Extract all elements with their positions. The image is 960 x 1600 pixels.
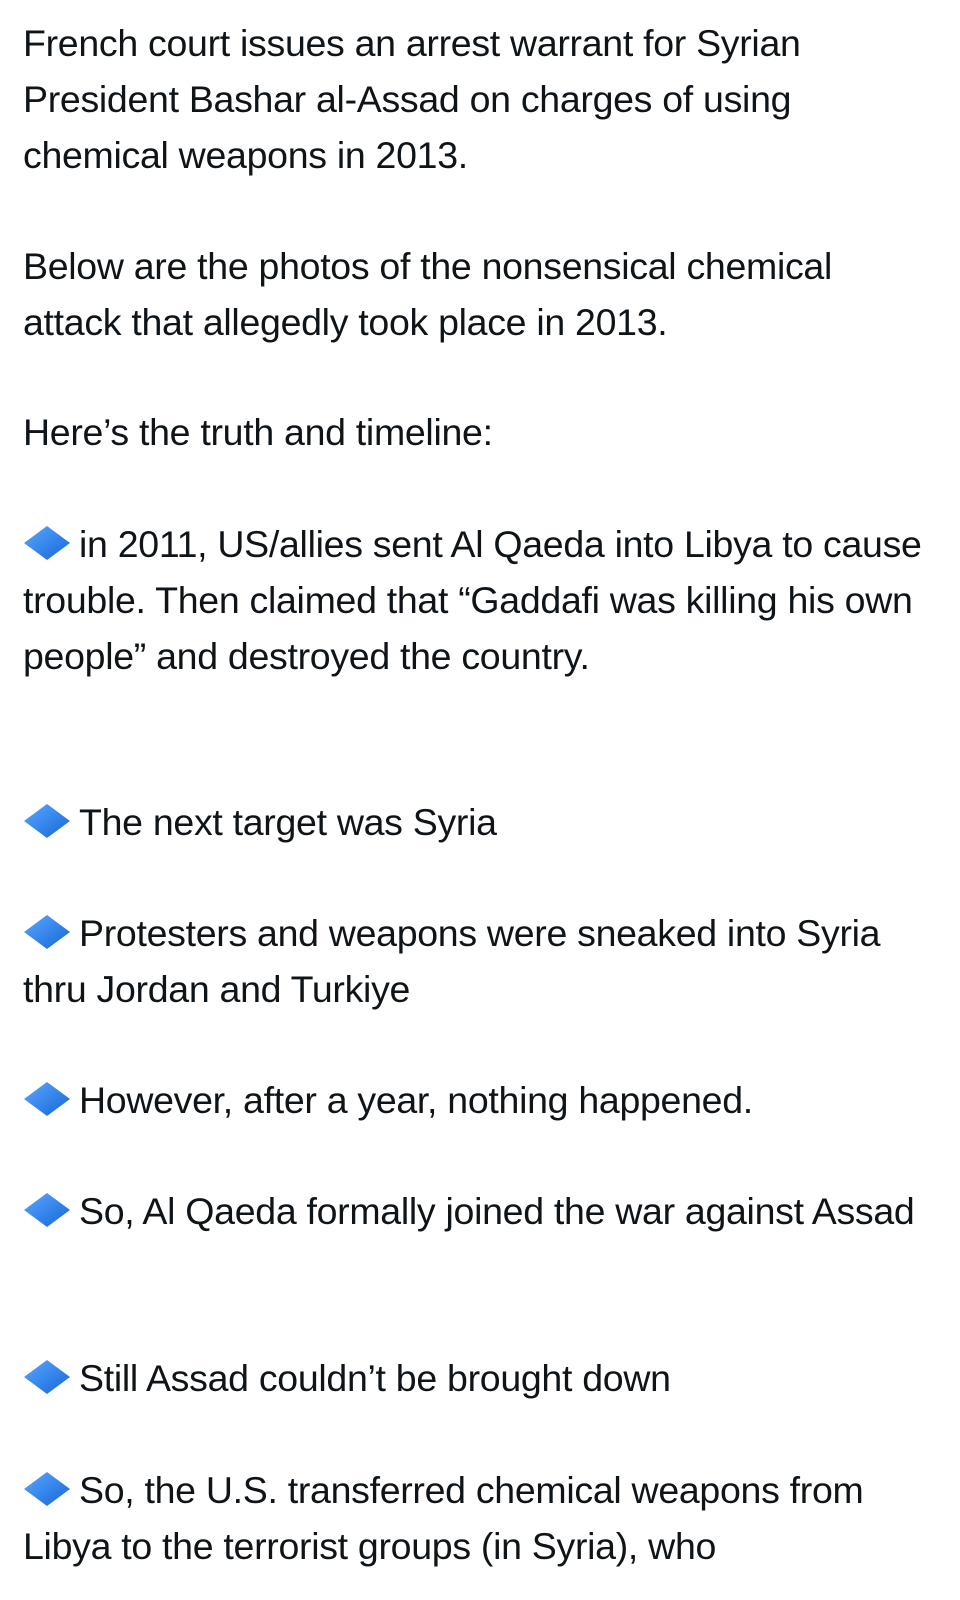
post-intro: French court issues an arrest warrant for Syrian President Bashar al-Assad on charges of using chemical weapons in 2013. [23, 22, 801, 176]
post-photos-note: Below are the photos of the nonsensical chemical attack that allegedly took place in 2013. [23, 245, 833, 343]
blue-diamond-icon [23, 803, 71, 839]
timeline-item-text: Still Assad couldn’t be brought down [79, 1357, 671, 1399]
timeline-item [23, 1072, 938, 1128]
timeline-item-text: in 2011, US/allies sent Al Qaeda into Libya to cause trouble. Then claimed that “Gaddafi was killing his own people” and destroyed the country. [23, 523, 922, 677]
blue-diamond-icon [23, 1192, 71, 1228]
blue-diamond-icon [23, 1359, 71, 1395]
timeline-item [23, 905, 938, 1017]
timeline-item-text: So, Al Qaeda formally joined the war against Assad [79, 1190, 915, 1232]
timeline-item [23, 1462, 938, 1574]
blue-diamond-icon [23, 1081, 71, 1117]
timeline-item-text: The next target was Syria [79, 801, 497, 843]
blue-diamond-icon [23, 525, 71, 561]
timeline-item [23, 1350, 938, 1406]
timeline-item-text: Protesters and weapons were sneaked into Syria thru Jordan and Turkiye [23, 912, 881, 1010]
timeline-item [23, 1183, 938, 1239]
blue-diamond-icon [23, 914, 71, 950]
timeline-item-text: However, after a year, nothing happened. [79, 1079, 753, 1121]
timeline-item-text: So, the U.S. transferred chemical weapons from Libya to the terrorist groups (in Syria), who [23, 1469, 864, 1567]
timeline-item [23, 516, 938, 684]
blue-diamond-icon [23, 1471, 71, 1507]
timeline-heading: Here’s the truth and timeline: [23, 411, 493, 453]
timeline-item [23, 794, 938, 850]
